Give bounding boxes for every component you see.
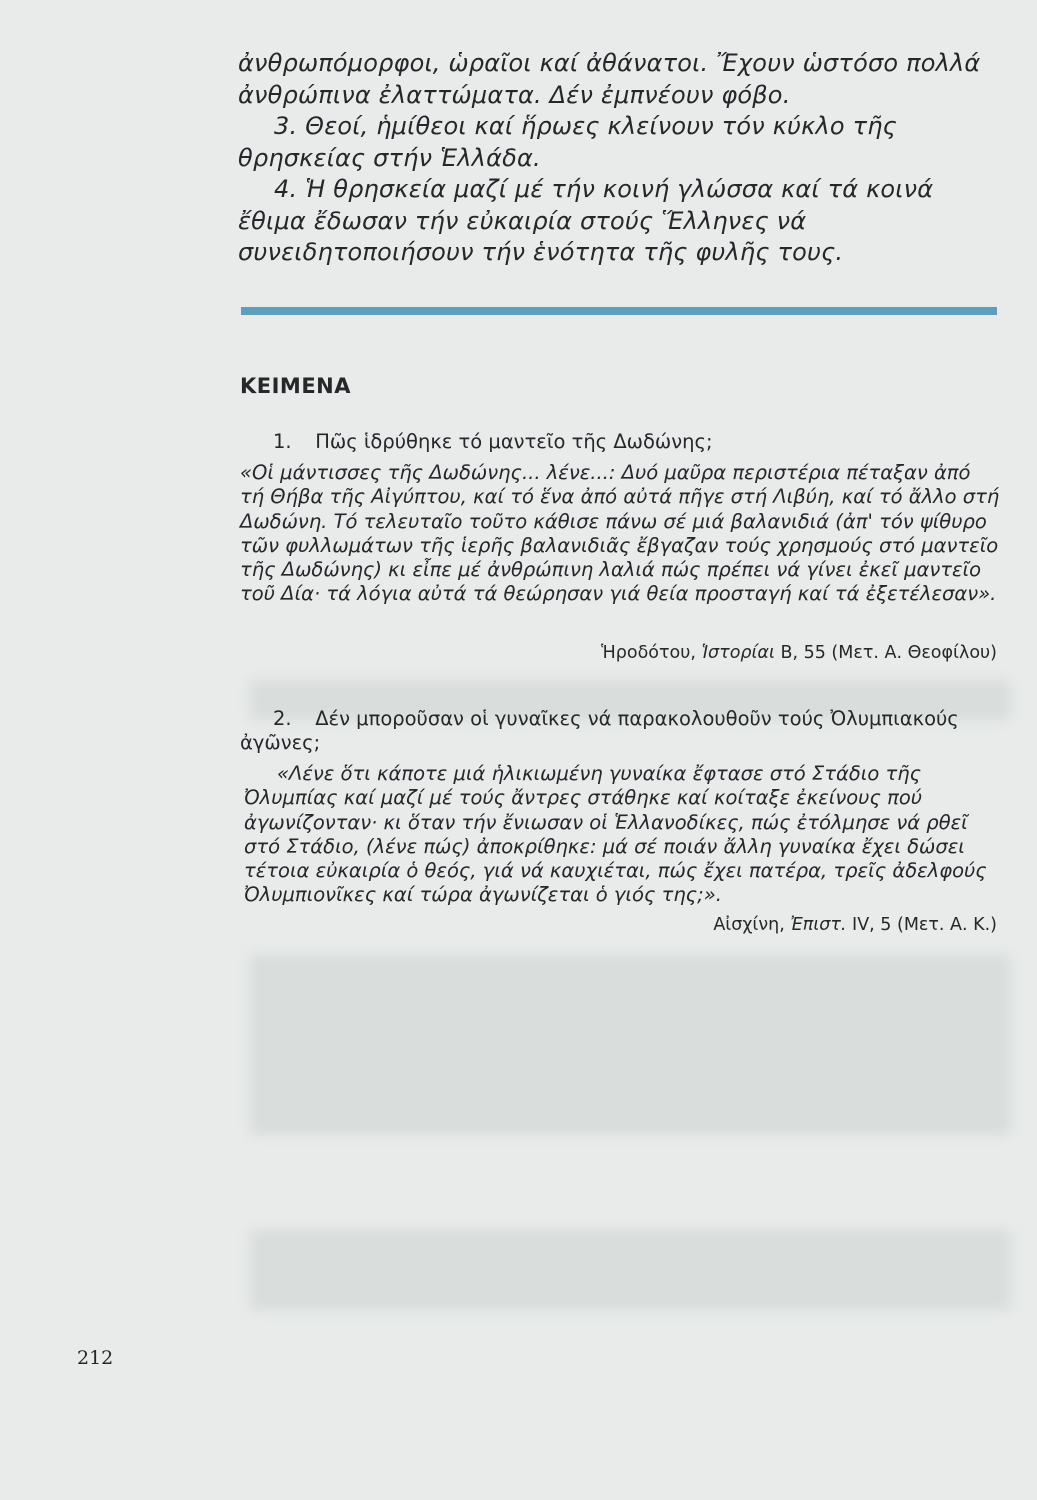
intro-text xyxy=(238,48,998,269)
text-1-source xyxy=(601,643,997,663)
intro-paragraph: ἀνθρωπόμορφοι, ὡραῖοι καί ἀθάνατοι. Ἔχουν ὡστόσο πολλά ἀνθρώπινα ἐλαττώματα. Δέν ἐμπνέουν φόβο. xyxy=(238,49,981,109)
show-through-texture xyxy=(250,1230,1010,1310)
text-2-quote-body: «Λένε ὅτι κάποτε μιά ἡλικιωμένη γυναίκα ἔφτασε στό Στάδιο τῆς Ὀλυμπίας καί μαζί μέ τούς ἄντρες στάθηκε καί κοίταξε ἐκείνους πού ἀγωνίζονταν· κι ὅταν τήν ἔνιωσαν οἱ Ἑλλανοδίκες, πώς ἐτόλμησε νά ρθεῖ στό Στάδιο, (λένε πώς) ἀποκρίθηκε: μά σέ ποιάν ἄλλη γυναίκα ἔχει δώσει τέτοια εὐκαιρία ὁ θεός, γιά νά καυχιέται, πώς ἔχει πατέρα, τρεῖς ἀδελφούς Ὀλυμπιονῖκες καί τώρα ἀγωνίζεται ὁ γιός της;». xyxy=(244,762,987,907)
intro-item-3: 3. Θεοί, ἡμίθεοι καί ἥρωες κλείνουν τόν κύκλο τῆς θρησκείας στήν Ἑλλάδα. xyxy=(238,112,897,172)
text-1-question-label: Πῶς ἱδρύθηκε τό μαντεῖο τῆς Δωδώνης; xyxy=(315,430,713,453)
text-1-source-title: Ἱστορίαι xyxy=(701,643,775,663)
text-1-quote xyxy=(240,461,1000,607)
text-1-quote-body: «Οἱ μάντισσες τῆς Δωδώνης... λένε...: Δυό μαῦρα περιστέρια πέταξαν ἀπό τή Θήβα τῆς Αἰγύπτου, καί τό ἕνα ἀπό αὐτά πῆγε στή Λιβύη, καί τό ἄλλο στή Δωδώνη. Τό τελευταῖο τοῦτο κάθισε πάνω σέ μιά βαλανιδιά (ἀπ' τόν ψίθυρο τῶν φυλλωμάτων τῆς ἱερῆς βαλανιδιᾶς ἔβγαζαν τούς χρησμούς στό μαντεῖο τῆς Δωδώνης) κι εἶπε μέ ἀνθρώπινη λαλιά πώς πρέπει νά γίνει ἐκεῖ μαντεῖο τοῦ Δία· τά λόγια αὐτά τά θεώρησαν γιά θεία προσταγή καί τά ἐξετέλεσαν». xyxy=(240,461,1000,606)
intro-item-4: 4. Ἡ θρησκεία μαζί μέ τήν κοινή γλώσσα καί τά κοινά ἔθιμα ἔδωσαν τήν εὐκαιρία στούς Ἕλληνες νά συνειδητοποιήσουν τήν ἑνότητα τῆς φυλῆς τους. xyxy=(238,175,934,266)
text-2-quote xyxy=(244,762,1000,908)
text-1-number: 1. xyxy=(273,430,292,453)
text-1-question xyxy=(240,430,1000,454)
page-number: 212 xyxy=(77,1347,114,1369)
text-2-question xyxy=(240,707,1000,755)
section-divider xyxy=(241,307,997,315)
text-2-source xyxy=(713,915,997,935)
text-1-source-ref: Β, 55 (Μετ. Α. Θεοφίλου) xyxy=(780,643,997,663)
text-2-source-ref: IV, 5 (Μετ. Α. Κ.) xyxy=(852,915,997,935)
text-2-question-label: Δέν μποροῦσαν οἱ γυναῖκες νά παρακολουθοῦν τούς Ὀλυμπιακούς ἀγῶνες; xyxy=(240,707,959,754)
text-2-number: 2. xyxy=(273,707,292,730)
show-through-texture xyxy=(250,955,1010,1135)
section-heading: ΚΕΙΜΕΝΑ xyxy=(240,374,352,398)
text-1-source-author: Ἡροδότου, xyxy=(601,643,696,663)
text-2-source-title: Ἐπιστ. xyxy=(790,915,847,935)
text-2-source-author: Αἰσχίνη, xyxy=(713,915,785,935)
